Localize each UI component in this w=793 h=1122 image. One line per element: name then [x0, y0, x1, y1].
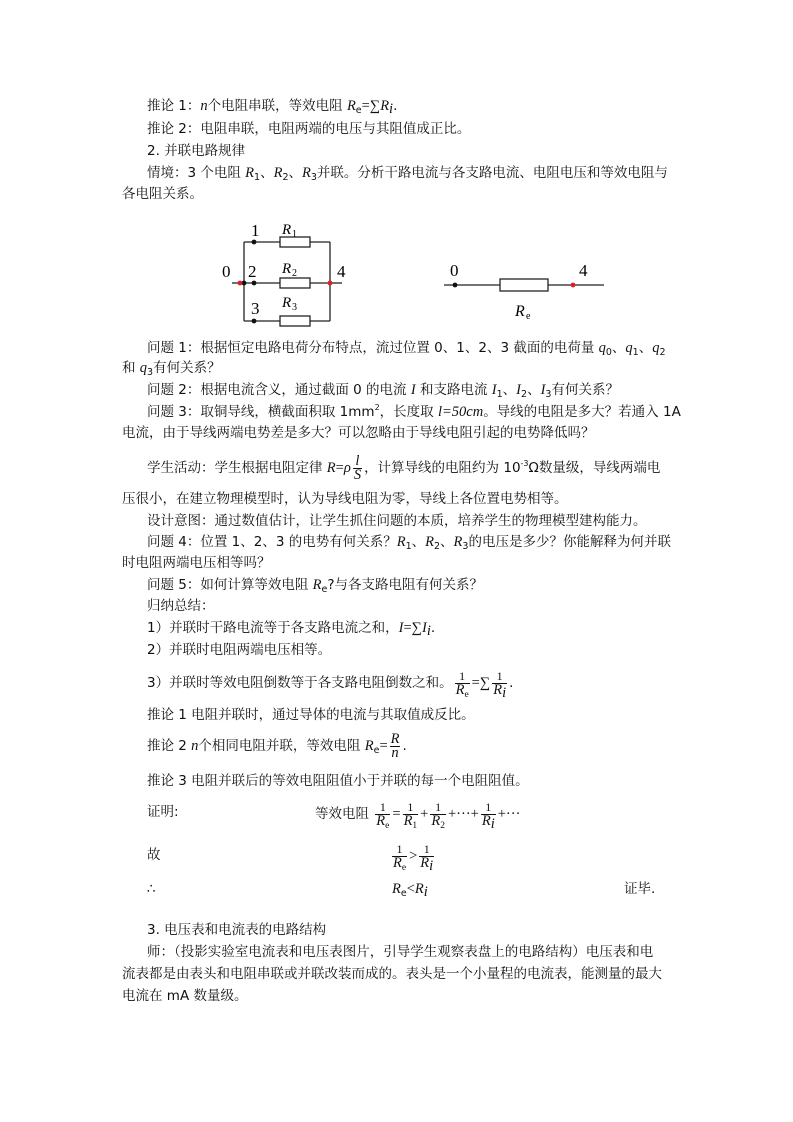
- r3-sub: 3: [292, 302, 297, 313]
- node-label-1: 1: [251, 221, 260, 240]
- node-dot-2: [252, 281, 257, 286]
- student-activity-line-1: 学生活动：学生根据电阻定律 R=ρ $\frac{l}{S}$ ，计算导线的电阻约为 $10^{-3}\Omega$数量级，导线两端电: [147, 452, 661, 483]
- parallel-corollary-2: 推论 2 n个相同电阻并联，等效电阻 $R_e=$ $\frac{R}{n}$ .: [147, 730, 407, 761]
- node-label-3: 3: [251, 299, 260, 318]
- question-2: 问题 2：根据电流含义，通过截面 0 的电流 I 和支路电流 $I_1$、$I_2$、$I_3$有何关系？: [147, 382, 619, 400]
- r2-label: R: [282, 261, 292, 277]
- re-sub: e: [526, 311, 531, 322]
- node-label-0: 0: [222, 262, 231, 281]
- r1-label: R: [282, 222, 292, 238]
- scenario-line-1: 情境：3 个电阻 $R_1$、$R_2$、$R_3$并联。分析干路电流与各支路电流、电阻电压和等效电阻与: [147, 165, 668, 183]
- question-4-line-1: 问题 4：位置 1、2、3 的电势有何关系？$R_1$、$R_2$、$R_3$的电压是多少？你能解释为何并联: [147, 534, 671, 552]
- student-activity-line-2: 压很小，在建立物理模型时，认为导线电阻为零，导线上各位置电势相等。: [122, 491, 568, 507]
- question-1-line-1: 问题 1：根据恒定电路电荷分布特点，流过位置 0、1、2、3 截面的电荷量 $q_0$、$q_1$、$q_2$: [147, 340, 666, 358]
- summary-2: 2）并联时电阻两端电压相等。: [147, 642, 332, 658]
- summary-1: 1）并联时干路电流等于各支路电流之和，$I=\sum I_i$.: [147, 620, 436, 639]
- resistor-r2: [280, 278, 310, 288]
- question-5: 问题 5：如何计算等效电阻 $R_e$?与各支路电阻有何关系？: [147, 577, 484, 595]
- equiv-node-label-4: 4: [579, 261, 588, 280]
- node-label-4: 4: [337, 262, 346, 281]
- summary-heading: 归纳总结：: [147, 598, 215, 614]
- equiv-node-dot-4: [571, 283, 576, 288]
- design-intent: 设计意图：通过数值估计，让学生抓住问题的本质，培养学生的物理模型建构能力。: [147, 513, 647, 529]
- proof-inequality: $\frac{1}{R_e}$ > $\frac{1}{R_i}$: [393, 841, 434, 874]
- node-red-right: [328, 281, 333, 286]
- equiv-node-dot-0: [453, 283, 458, 288]
- proof-conclusion: $R_e<R_i$: [392, 881, 428, 900]
- therefore-label: 故: [147, 847, 161, 863]
- question-1-line-2: 和 $q_3$有何关系？: [122, 360, 221, 378]
- parallel-corollary-3: 推论 3 电阻并联后的等效电阻阻值小于并联的每一个电阻阻值。: [147, 773, 529, 789]
- node-dot-1: [252, 240, 257, 245]
- heading-parallel: 2. 并联电路规律: [147, 143, 246, 159]
- corollary-2-series: 推论 2：电阻串联，电阻两端的电压与其阻值成正比。: [147, 121, 471, 137]
- r2-sub: 2: [292, 268, 297, 279]
- teacher-line-2: 流表都是由表头和电阻串联或并联改装而成的。表头是一个小量程的电流表，能测量的最大: [122, 966, 662, 982]
- teacher-line-1: 师：（投影实验室电流表和电压表图片，引导学生观察表盘上的电路结构）电压表和电: [147, 944, 654, 960]
- qed-label: 证毕.: [624, 881, 656, 897]
- parallel-corollary-1: 推论 1 电阻并联时，通过导体的电流与其取值成反比。: [147, 707, 475, 723]
- node-red-left: [238, 281, 243, 286]
- question-3-line-2: 电流，由于导线两端电势差是多大？可以忽略由于导线电阻引起的电势降低吗？: [122, 425, 595, 441]
- r1-sub: 1: [292, 229, 297, 240]
- question-4-line-2: 时电阻两端电压相等吗？: [122, 555, 271, 571]
- proof-equation: 等效电阻 $\frac{1}{R_e}$ = $\frac{1}{R_1}$ + $\frac{1}{R_2}$ +···+ $\frac{1}{R_i}$ +···: [315, 799, 521, 832]
- node-dot-3: [252, 319, 257, 324]
- teacher-line-3: 电流在 mA 数量级。: [122, 988, 248, 1004]
- resistor-re: [500, 279, 548, 291]
- heading-meters: 3. 电压表和电流表的电路结构: [147, 922, 327, 938]
- corollary-1-series: 推论 1：n个电阻串联，等效电阻 $R_e=\sum R_i$.: [147, 98, 398, 117]
- re-label: R: [515, 303, 525, 320]
- equiv-node-label-0: 0: [450, 261, 459, 280]
- parallel-circuit-diagram: [0, 215, 793, 335]
- summary-3: 3）并联时等效电阻倒数等于各支路电阻倒数之和。 $\frac{1}{R_e}$ =∑ $\frac{1}{R_i}$ .: [147, 668, 514, 701]
- scenario-line-2: 各电阻关系。: [122, 186, 203, 202]
- node-label-2: 2: [248, 262, 257, 281]
- r3-label: R: [282, 295, 292, 311]
- question-3-line-1: 问题 3：取铜导线，横截面积取 $1mm^2$，长度取 l=50cm。导线的电阻是多大？若通入 1A: [147, 403, 681, 420]
- hence-symbol: ∴: [147, 881, 156, 897]
- proof-label: 证明:: [147, 804, 179, 820]
- resistor-r3: [280, 316, 310, 326]
